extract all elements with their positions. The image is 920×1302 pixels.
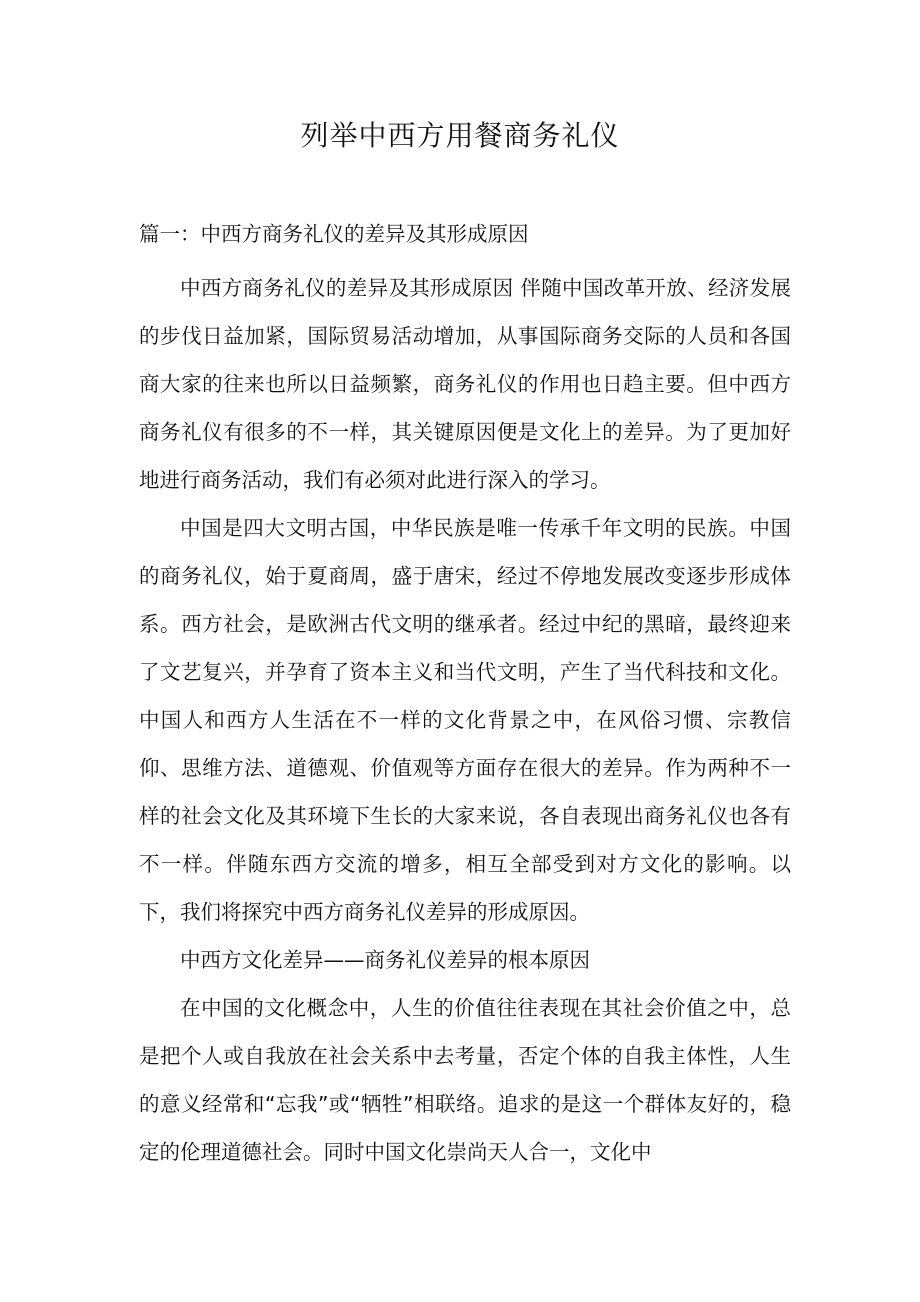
page-title: 列举中西方用餐商务礼仪 <box>300 119 620 152</box>
paragraph-3: 在中国的文化概念中，人生的价值往往表现在其社会价值之中，总是把个人或自我放在社会关系中去考量，否定个体的自我主体性，人生的意义经常和“忘我”或“牺牲”相联络。追求的是这一个群体友好的，稳定的伦理道德社会。同时中国文化崇尚天人合一，文化中 <box>139 996 791 1164</box>
paragraph-1: 中西方商务礼仪的差异及其形成原因 伴随中国改革开放、经济发展的步伐日益加紧，国际贸易活动增加，从事国际商务交际的人员和各国商大家的往来也所以日益频繁，商务礼仪的作用也日趋主要。但中西方商务礼仪有很多的不一样，其关键原因便是文化上的差异。为了更加好地进行商务活动，我们有必须对此进行深入的学习。 <box>139 276 791 492</box>
section-heading: 篇一：中西方商务礼仪的差异及其形成原因 <box>139 222 529 246</box>
document-body <box>139 216 791 1176</box>
subheading: 中西方文化差异——商务礼仪差异的根本原因 <box>180 948 590 972</box>
paragraph-2: 中国是四大文明古国，中华民族是唯一传承千年文明的民族。中国的商务礼仪，始于夏商周，盛于唐宋，经过不停地发展改变逐步形成体系。西方社会，是欧洲古代文明的继承者。经过中纪的黑暗，最终迎来了文艺复兴，并孕育了资本主义和当代文明，产生了当代科技和文化。中国人和西方人生活在不一样的文化背景之中，在风俗习惯、宗教信仰、思维方法、道德观、价值观等方面存在很大的差异。作为两种不一样的社会文化及其环境下生长的大家来说，各自表现出商务礼仪也各有不一样。伴随东西方交流的增多，相互全部受到对方文化的影响。以下，我们将探究中西方商务礼仪差异的形成原因。 <box>139 516 791 924</box>
